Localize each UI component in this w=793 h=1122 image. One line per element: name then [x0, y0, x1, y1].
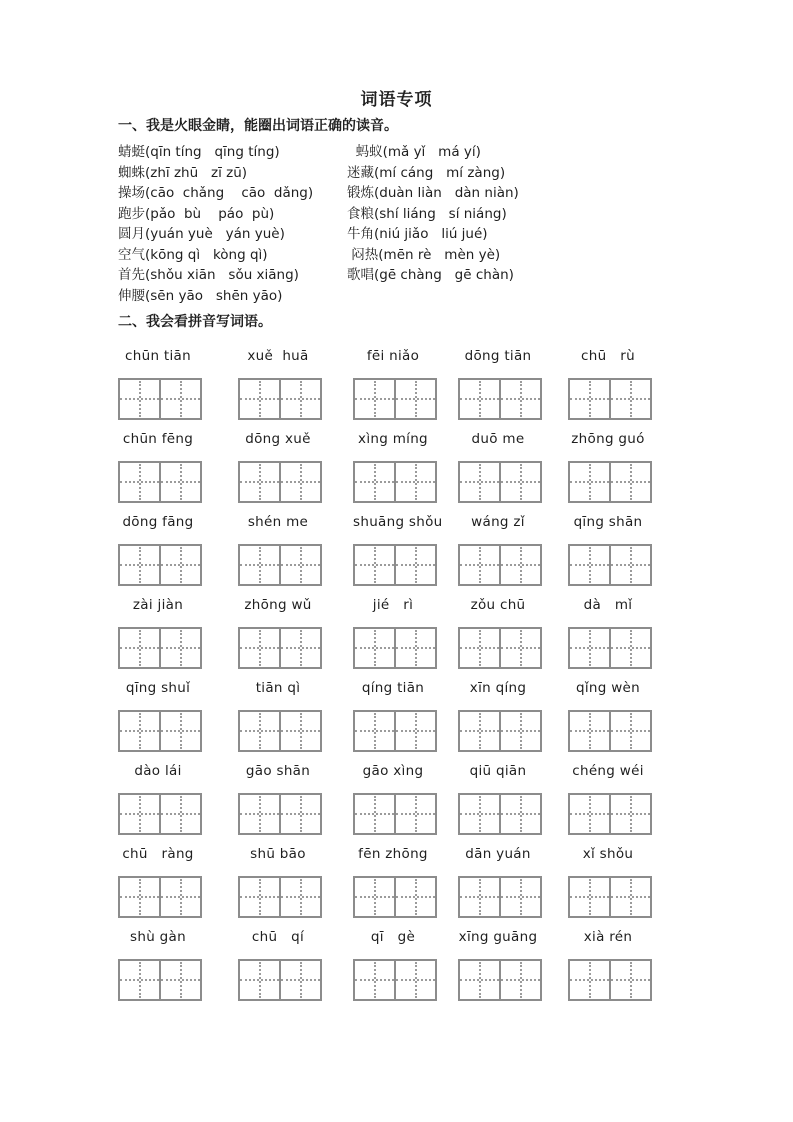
word-pair-row: [118, 142, 675, 163]
writing-grid-cell: [240, 629, 279, 667]
writing-grid-box[interactable]: [118, 793, 202, 835]
writing-grid-cell: [460, 463, 499, 501]
writing-grid-cell: [499, 463, 540, 501]
writing-grid-cell: [355, 712, 394, 750]
writing-grid-box[interactable]: [353, 627, 437, 669]
pinyin-word-cell: [568, 680, 675, 763]
pinyin-label: wáng zǐ: [471, 514, 525, 530]
pinyin-word-cell: [118, 597, 238, 680]
word-pair-row: [118, 163, 675, 184]
pinyin-word-cell: [118, 514, 238, 597]
pinyin-word-cell: [458, 846, 568, 929]
writing-grid-cell: [499, 795, 540, 833]
writing-grid-cell: [355, 878, 394, 916]
writing-grid-cell: [499, 961, 540, 999]
writing-grid-cell: [609, 546, 650, 584]
pinyin-label: shén me: [247, 514, 309, 530]
writing-grid-box[interactable]: [568, 378, 652, 420]
writing-grid-cell: [120, 878, 159, 916]
pinyin-label: xīn qíng: [469, 680, 527, 696]
pinyin-word-cell: [458, 431, 568, 514]
writing-grid-cell: [279, 380, 320, 418]
writing-grid-cell: [355, 380, 394, 418]
writing-grid-box[interactable]: [353, 544, 437, 586]
pinyin-grid-row: [118, 431, 675, 514]
pinyin-word-cell: [118, 846, 238, 929]
writing-grid-box[interactable]: [353, 793, 437, 835]
writing-grid-cell: [570, 961, 609, 999]
writing-grid-cell: [570, 463, 609, 501]
word-pronunciation-item: 首先(shǒu xiān sǒu xiāng): [118, 267, 299, 283]
pinyin-label: dào lái: [134, 763, 182, 779]
word-pronunciation-item: 蜻蜓(qīn tíng qīng tíng): [118, 144, 280, 160]
writing-grid-cell: [279, 629, 320, 667]
pinyin-word-cell: [353, 514, 458, 597]
word-pronunciation-item: 歌唱(gē chàng gē chàn): [347, 267, 514, 283]
writing-grid-box[interactable]: [238, 876, 322, 918]
pinyin-label: chéng wéi: [572, 763, 644, 779]
pinyin-word-cell: [568, 597, 675, 680]
writing-grid-cell: [609, 961, 650, 999]
writing-grid-box[interactable]: [458, 793, 542, 835]
writing-grid-cell: [570, 380, 609, 418]
pinyin-label: qǐng wèn: [575, 680, 641, 696]
word-pair-row: [118, 265, 675, 286]
writing-grid-cell: [609, 878, 650, 916]
word-pair-row: [118, 286, 675, 307]
pinyin-label: chūn tiān: [125, 348, 191, 364]
writing-grid-box[interactable]: [238, 627, 322, 669]
writing-grid-cell: [460, 546, 499, 584]
pinyin-word-cell: [118, 929, 238, 1012]
pinyin-label: xīng guāng: [458, 929, 538, 945]
writing-grid-cell: [394, 878, 435, 916]
writing-grid-cell: [240, 795, 279, 833]
pinyin-word-cell: [458, 514, 568, 597]
writing-grid-box[interactable]: [568, 959, 652, 1001]
pinyin-word-cell: [238, 846, 353, 929]
pinyin-word-cell: [238, 680, 353, 763]
pinyin-word-cell: [118, 680, 238, 763]
writing-grid-box[interactable]: [568, 710, 652, 752]
writing-grid-box[interactable]: [458, 544, 542, 586]
writing-grid-cell: [609, 795, 650, 833]
word-pronunciation-item: 牛角(niú jiǎo liú jué): [347, 226, 488, 242]
writing-grid-cell: [159, 463, 200, 501]
word-pair-row: [118, 245, 675, 266]
writing-grid-cell: [355, 463, 394, 501]
pinyin-grid-row: [118, 348, 675, 431]
writing-grid-cell: [279, 878, 320, 916]
pinyin-word-cell: [568, 929, 675, 1012]
pinyin-word-cell: [458, 680, 568, 763]
pinyin-word-cell: [238, 763, 353, 846]
writing-grid-cell: [355, 629, 394, 667]
writing-grid-box[interactable]: [458, 959, 542, 1001]
writing-grid-box[interactable]: [118, 710, 202, 752]
word-pronunciation-item: 圆月(yuán yuè yán yuè): [118, 226, 285, 242]
writing-grid-box[interactable]: [568, 544, 652, 586]
writing-grid-box[interactable]: [238, 461, 322, 503]
pinyin-label: xǐ shǒu: [582, 846, 634, 862]
writing-grid-cell: [120, 380, 159, 418]
pinyin-label: qiū qiān: [469, 763, 527, 779]
section2-pinyin-writing-grid: [118, 348, 675, 1012]
writing-grid-box[interactable]: [118, 461, 202, 503]
writing-grid-box[interactable]: [458, 378, 542, 420]
pinyin-word-cell: [568, 514, 675, 597]
writing-grid-cell: [394, 629, 435, 667]
pinyin-word-cell: [568, 763, 675, 846]
pinyin-label: xìng míng: [358, 431, 428, 447]
writing-grid-box[interactable]: [118, 876, 202, 918]
word-pronunciation-item: [347, 286, 675, 307]
pinyin-word-cell: [458, 348, 568, 431]
writing-grid-box[interactable]: [353, 876, 437, 918]
writing-grid-cell: [159, 546, 200, 584]
writing-grid-cell: [159, 878, 200, 916]
pinyin-word-cell: [353, 929, 458, 1012]
writing-grid-cell: [240, 380, 279, 418]
writing-grid-cell: [394, 546, 435, 584]
pinyin-word-cell: [353, 597, 458, 680]
pinyin-label: zhōng wǔ: [244, 597, 312, 613]
word-pair-row: [118, 204, 675, 225]
pinyin-label: dān yuán: [465, 846, 531, 862]
writing-grid-cell: [279, 712, 320, 750]
pinyin-grid-row: [118, 763, 675, 846]
writing-grid-box[interactable]: [458, 627, 542, 669]
pinyin-word-cell: [118, 431, 238, 514]
writing-grid-cell: [394, 961, 435, 999]
word-pronunciation-item: 空气(kōng qì kòng qì): [118, 246, 268, 263]
writing-grid-cell: [570, 878, 609, 916]
writing-grid-box[interactable]: [238, 710, 322, 752]
pinyin-label: dōng xuě: [245, 431, 311, 447]
writing-grid-cell: [240, 878, 279, 916]
pinyin-word-cell: [353, 348, 458, 431]
writing-grid-cell: [120, 463, 159, 501]
writing-grid-cell: [240, 961, 279, 999]
pinyin-word-cell: [118, 763, 238, 846]
pinyin-label: shuāng shǒu: [353, 514, 443, 530]
word-pronunciation-item: 伸腰(sēn yāo shēn yāo): [118, 287, 283, 304]
pinyin-label: chū rù: [581, 348, 635, 364]
writing-grid-cell: [499, 380, 540, 418]
writing-grid-cell: [499, 546, 540, 584]
writing-grid-box[interactable]: [568, 461, 652, 503]
writing-grid-cell: [570, 546, 609, 584]
writing-grid-cell: [240, 546, 279, 584]
pinyin-grid-row: [118, 597, 675, 680]
pinyin-label: jié rì: [372, 597, 414, 613]
pinyin-label: qī gè: [370, 929, 416, 945]
pinyin-word-cell: [568, 846, 675, 929]
word-pronunciation-item: 食粮(shí liáng sí niáng): [347, 205, 507, 222]
pinyin-word-cell: [353, 846, 458, 929]
pinyin-word-cell: [568, 431, 675, 514]
writing-grid-cell: [240, 712, 279, 750]
writing-grid-cell: [159, 629, 200, 667]
writing-grid-cell: [159, 961, 200, 999]
pinyin-label: zǒu chū: [470, 597, 526, 613]
pinyin-label: qīng shān: [573, 514, 643, 530]
pinyin-label: dà mǐ: [583, 597, 633, 613]
word-pronunciation-item: 锻炼(duàn liàn dàn niàn): [347, 185, 519, 201]
writing-grid-box[interactable]: [458, 710, 542, 752]
pinyin-label: zài jiàn: [132, 597, 184, 613]
writing-grid-box[interactable]: [118, 627, 202, 669]
pinyin-word-cell: [238, 597, 353, 680]
pinyin-grid-row: [118, 514, 675, 597]
writing-grid-cell: [609, 629, 650, 667]
writing-grid-box[interactable]: [118, 378, 202, 420]
word-pair-row: [118, 183, 675, 204]
word-pronunciation-item: 闷热(mēn rè mèn yè): [347, 246, 501, 263]
writing-grid-cell: [460, 795, 499, 833]
writing-grid-cell: [609, 463, 650, 501]
writing-grid-cell: [279, 795, 320, 833]
writing-grid-cell: [394, 712, 435, 750]
pinyin-label: dōng tiān: [464, 348, 532, 364]
pinyin-word-cell: [238, 348, 353, 431]
pinyin-word-cell: [118, 348, 238, 431]
writing-grid-cell: [120, 712, 159, 750]
pinyin-word-cell: [458, 597, 568, 680]
writing-grid-box[interactable]: [353, 959, 437, 1001]
writing-grid-cell: [609, 712, 650, 750]
word-pronunciation-item: 操场(cāo chǎng cāo dǎng): [118, 185, 314, 201]
writing-grid-cell: [355, 795, 394, 833]
pinyin-grid-row: [118, 680, 675, 763]
writing-grid-box[interactable]: [238, 544, 322, 586]
pinyin-word-cell: [353, 763, 458, 846]
writing-grid-cell: [279, 463, 320, 501]
writing-grid-cell: [570, 712, 609, 750]
writing-grid-box[interactable]: [458, 461, 542, 503]
writing-grid-cell: [120, 961, 159, 999]
section1-heading: 一、我是火眼金睛，能圈出词语正确的读音。: [118, 118, 398, 134]
writing-grid-cell: [120, 795, 159, 833]
writing-grid-cell: [120, 546, 159, 584]
pinyin-word-cell: [568, 348, 675, 431]
section2-heading: 二、我会看拼音写词语。: [118, 314, 272, 330]
writing-grid-cell: [240, 463, 279, 501]
writing-grid-cell: [570, 629, 609, 667]
pinyin-label: shù gàn: [130, 929, 186, 945]
writing-grid-cell: [159, 380, 200, 418]
page-title: 词语专项: [360, 90, 433, 110]
pinyin-label: qíng tiān: [361, 680, 425, 696]
writing-grid-box[interactable]: [118, 544, 202, 586]
writing-grid-box[interactable]: [238, 959, 322, 1001]
writing-grid-cell: [499, 712, 540, 750]
pinyin-word-cell: [458, 763, 568, 846]
pinyin-word-cell: [238, 514, 353, 597]
pinyin-label: fēi niǎo: [366, 348, 420, 364]
pinyin-label: chūn fēng: [122, 431, 194, 447]
writing-grid-box[interactable]: [458, 876, 542, 918]
writing-grid-cell: [460, 878, 499, 916]
writing-grid-cell: [460, 380, 499, 418]
writing-grid-cell: [460, 712, 499, 750]
writing-grid-cell: [279, 961, 320, 999]
writing-grid-cell: [609, 380, 650, 418]
writing-grid-cell: [499, 878, 540, 916]
pinyin-word-cell: [238, 929, 353, 1012]
writing-grid-cell: [570, 795, 609, 833]
writing-grid-box[interactable]: [568, 876, 652, 918]
pinyin-label: gāo xìng: [362, 763, 424, 779]
writing-grid-cell: [355, 546, 394, 584]
writing-grid-box[interactable]: [238, 793, 322, 835]
pinyin-label: tiān qì: [255, 680, 301, 696]
writing-grid-box[interactable]: [118, 959, 202, 1001]
writing-grid-cell: [159, 712, 200, 750]
writing-grid-cell: [394, 795, 435, 833]
writing-grid-cell: [460, 629, 499, 667]
writing-grid-cell: [120, 629, 159, 667]
writing-grid-box[interactable]: [353, 461, 437, 503]
pinyin-label: xià rén: [583, 929, 633, 945]
pinyin-word-cell: [238, 431, 353, 514]
writing-grid-box[interactable]: [238, 378, 322, 420]
pinyin-label: xuě huā: [247, 348, 309, 364]
pinyin-label: chū ràng: [122, 846, 194, 862]
writing-grid-box[interactable]: [353, 378, 437, 420]
writing-grid-box[interactable]: [568, 793, 652, 835]
pinyin-label: chū qí: [251, 929, 305, 945]
writing-grid-box[interactable]: [568, 627, 652, 669]
pinyin-label: shū bāo: [250, 846, 306, 862]
writing-grid-box[interactable]: [353, 710, 437, 752]
pinyin-label: qīng shuǐ: [125, 680, 191, 696]
pinyin-label: zhōng guó: [571, 431, 645, 447]
writing-grid-cell: [460, 961, 499, 999]
pinyin-word-cell: [353, 680, 458, 763]
pinyin-label: dōng fāng: [122, 514, 194, 530]
pinyin-label: duō me: [471, 431, 525, 447]
writing-grid-cell: [394, 380, 435, 418]
writing-grid-cell: [355, 961, 394, 999]
pinyin-label: fēn zhōng: [358, 846, 428, 862]
word-pronunciation-item: 蜘蛛(zhī zhū zī zū): [118, 164, 248, 181]
pinyin-grid-row: [118, 846, 675, 929]
section1-word-list: [118, 142, 675, 306]
word-pair-row: [118, 224, 675, 245]
pinyin-grid-row: [118, 929, 675, 1012]
writing-grid-cell: [394, 463, 435, 501]
pinyin-word-cell: [458, 929, 568, 1012]
writing-grid-cell: [499, 629, 540, 667]
writing-grid-cell: [159, 795, 200, 833]
word-pronunciation-item: 迷藏(mí cáng mí zàng): [347, 164, 506, 181]
pinyin-word-cell: [353, 431, 458, 514]
word-pronunciation-item: 蚂蚁(mǎ yǐ má yí): [347, 144, 481, 160]
word-pronunciation-item: 跑步(pǎo bù páo pù): [118, 205, 275, 222]
writing-grid-cell: [279, 546, 320, 584]
pinyin-label: gāo shān: [245, 763, 311, 779]
